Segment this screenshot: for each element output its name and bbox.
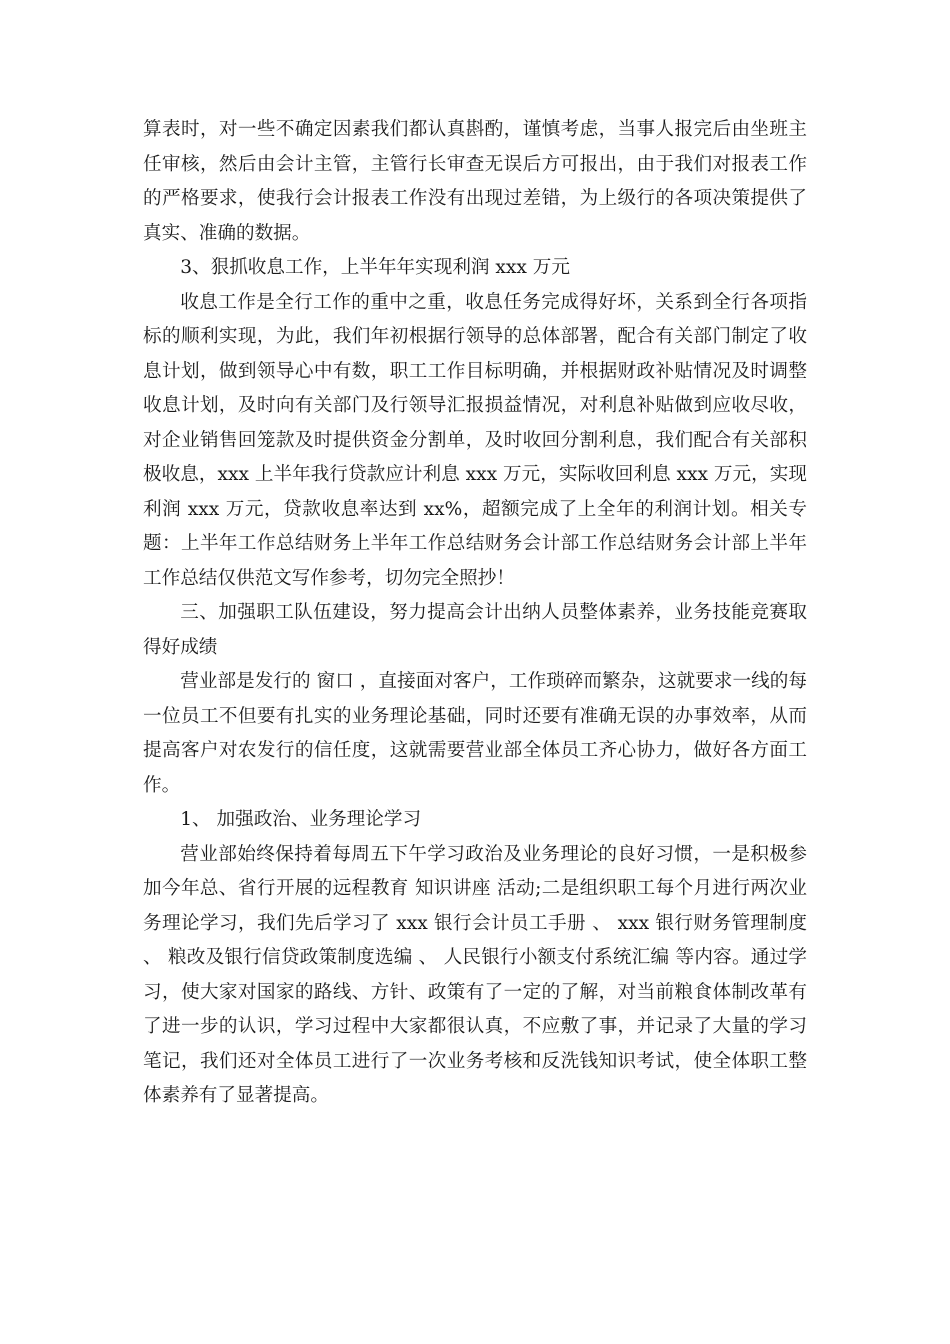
paragraph-business-department: 营业部是发行的 窗口 ，直接面对客户，工作琐碎而繁杂，这就要求一线的每一位员工不但要有扎实的业务理论基础，同时还要有准确无误的办事效率，从而提高客户对农发行的信任度，这就需要营业部全体员工齐心协力，做好各方面工作。 [143,671,807,796]
paragraph-theory-study: 营业部始终保持着每周五下午学习政治及业务理论的良好习惯，一是积极参加今年总、省行开展的远程教育 知识讲座 活动;二是组织职工每个月进行两次业务理论学习，我们先后学习了 xxx 银行会计员工手册 、 xxx 银行财务管理制度 、 粮改及银行信贷政策制度选编 、 人民银行小额支付系统汇编 等内容。通过学习，使大家对国家的路线、方针、政策有了一定的了解，对当前粮食体制改革有了进一步的认识，学习过程中大家都很认真，不应敷了事，并记录了大量的学习笔记，我们还对全体员工进行了一次业务考核和反洗钱知识考试，使全体职工整体素养有了显著提高。 [143,843,807,1106]
paragraph-report-accuracy: 算表时，对一些不确定因素我们都认真斟酌，谨慎考虑，当事人报完后由坐班主任审核，然后由会计主管，主管行长审查无误后方可报出，由于我们对报表工作的严格要求，使我行会计报表工作没有出现过差错，为上级行的各项决策提供了真实、准确的数据。 [143,119,807,244]
heading-interest-collection: 3、狠抓收息工作，上半年年实现利润 xxx 万元 [180,257,570,278]
paragraph-interest-collection: 收息工作是全行工作的重中之重，收息任务完成得好坏，关系到全行各项指标的顺利实现，为此，我们年初根据行领导的总体部署，配合有关部门制定了收息计划，做到领导心中有数，职工工作目标明确，并根据财政补贴情况及时调整收息计划，及时向有关部门及行领导汇报损益情况，对利息补贴做到应收尽收，对企业销售回笼款及时提供资金分割单，及时收回分割利息，我们配合有关部积极收息，xxx 上半年我行贷款应计利息 xxx 万元，实际收回利息 xxx 万元，实现利润 xxx 万元，贷款收息率达到 xx%，超额完成了上全年的利润计划。相关专题：上半年工作总结财务上半年工作总结财务会计部工作总结财务会计部上半年工作总结仅供范文写作参考，切勿完全照抄！ [143,291,807,589]
heading-theory-study: 1、 加强政治、业务理论学习 [180,809,422,830]
heading-team-building: 三、加强职工队伍建设，努力提高会计出纳人员整体素养，业务技能竞赛取得好成绩 [143,602,807,658]
